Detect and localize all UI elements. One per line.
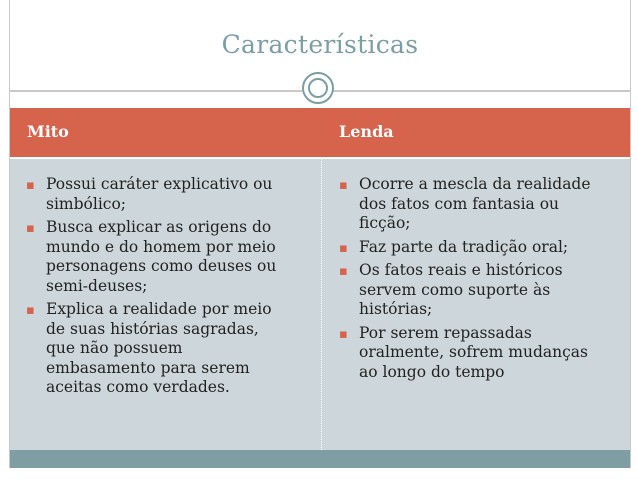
list-item [22, 218, 292, 296]
list-item-text: Possui caráter explicativo ou simbólico; [46, 175, 273, 213]
bullet-icon: ▪ [26, 221, 35, 236]
list-item-text: Por serem repassadas oralmente, sofrem mudanças ao longo do tempo [359, 323, 588, 381]
list-item-text: Ocorre a mescla da realidade dos fatos com fantasia ou ficção; [359, 175, 591, 232]
bullet-icon: ▪ [26, 178, 35, 193]
list-item-text: Os fatos reais e históricos servem como suporte às histórias; [359, 261, 563, 318]
lenda-list [335, 175, 607, 386]
mito-list [22, 175, 292, 402]
list-item-text: Explica a realidade por meio de suas histórias sagradas, que não possuem embasamento para serem aceitas como verdades. [46, 300, 272, 396]
list-item [335, 324, 607, 383]
ring-inner [308, 78, 328, 98]
column-divider [321, 159, 322, 450]
bullet-icon: ▪ [339, 326, 348, 342]
bullet-icon: ▪ [26, 303, 35, 318]
footer-band [10, 450, 630, 468]
table-header [10, 108, 630, 157]
bullet-icon: ▪ [339, 264, 348, 279]
bullet-icon: ▪ [339, 240, 348, 256]
table-body [10, 157, 630, 450]
column-heading-lenda: Lenda [339, 122, 394, 141]
slide [9, 0, 631, 468]
list-item [335, 261, 607, 320]
list-item [22, 175, 292, 214]
ring-ornament-icon [302, 72, 334, 104]
column-heading-mito: Mito [27, 122, 69, 141]
bullet-icon: ▪ [339, 178, 348, 193]
list-item [335, 175, 607, 234]
list-item [22, 300, 292, 398]
list-item [335, 238, 607, 258]
slide-title: Características [221, 30, 419, 59]
list-item-text: Busca explicar as origens do mundo e do homem por meio personagens como deuses ou semi-deuses; [46, 218, 277, 295]
list-item-text: Faz parte da tradição oral; [359, 237, 569, 256]
